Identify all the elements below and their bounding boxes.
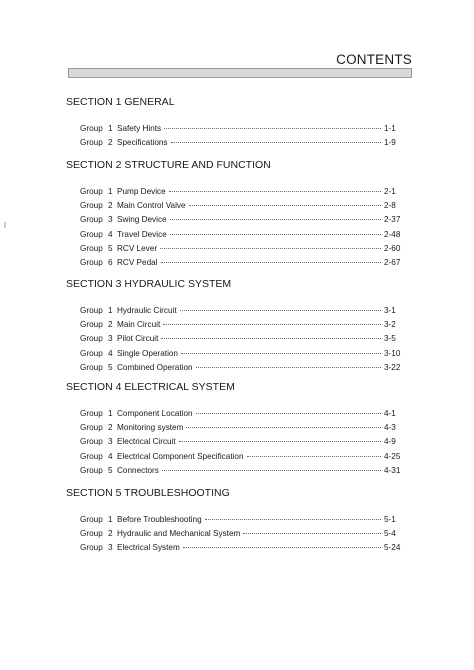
entry-page: 3-1 <box>384 306 396 315</box>
toc-entry[interactable] <box>66 136 406 150</box>
entry-number: 3 <box>108 215 113 225</box>
entry-number: 2 <box>108 423 113 433</box>
entry-page: 1-9 <box>384 138 396 148</box>
entry-number: 3 <box>108 437 113 447</box>
entry-label: Swing Device <box>117 215 167 225</box>
entry-group: Group <box>80 348 103 358</box>
toc-entry[interactable] <box>66 318 406 332</box>
toc-entry[interactable] <box>66 407 406 421</box>
entry-page: 5-4 <box>384 529 396 539</box>
page-title: CONTENTS <box>336 52 412 67</box>
entry-page: 5-24 <box>384 543 401 553</box>
toc-entry[interactable] <box>66 228 406 242</box>
entry-label: Component Location <box>117 409 193 418</box>
toc-entry[interactable] <box>66 464 406 478</box>
entry-number: 2 <box>108 529 113 539</box>
dot-leader <box>247 455 381 457</box>
dot-leader <box>160 247 381 249</box>
entry-page: 3-22 <box>384 362 401 372</box>
entry-label: Main Circuit <box>117 320 161 330</box>
section-heading: SECTION 1 GENERAL <box>66 96 175 108</box>
entry-number: 6 <box>108 257 113 267</box>
entry-page: 2-37 <box>384 215 401 225</box>
dot-leader <box>189 204 381 206</box>
toc-entry[interactable] <box>66 361 406 375</box>
scan-speck <box>4 222 6 228</box>
entry-page: 2-8 <box>384 201 396 211</box>
toc-entry[interactable] <box>66 256 406 270</box>
entry-page: 4-9 <box>384 437 396 447</box>
entry-label: RCV Lever <box>117 243 158 253</box>
dot-leader <box>205 518 381 520</box>
toc-entry[interactable] <box>66 435 406 449</box>
entry-group: Group <box>80 409 103 418</box>
entry-number: 1 <box>108 124 113 133</box>
entry-number: 4 <box>108 348 113 358</box>
toc-entry[interactable] <box>66 242 406 256</box>
entry-group: Group <box>80 437 103 447</box>
entry-number: 1 <box>108 409 113 418</box>
title-underline-bar <box>68 68 412 78</box>
dot-leader <box>180 309 381 311</box>
entry-number: 1 <box>108 306 113 315</box>
entry-label: Monitoring system <box>117 423 184 433</box>
entry-group: Group <box>80 543 103 553</box>
entry-group: Group <box>80 257 103 267</box>
entry-label: RCV Pedal <box>117 257 158 267</box>
entry-label: Safety Hints <box>117 124 162 133</box>
entry-label: Single Operation <box>117 348 178 358</box>
section-2 <box>66 159 406 270</box>
section-heading: SECTION 2 STRUCTURE AND FUNCTION <box>66 159 271 171</box>
entry-page: 4-25 <box>384 451 401 461</box>
toc-entry[interactable] <box>66 332 406 346</box>
dot-leader <box>196 366 381 368</box>
toc-entry[interactable] <box>66 450 406 464</box>
dot-leader <box>161 337 381 339</box>
entry-label: Combined Operation <box>117 362 193 372</box>
entry-label: Main Control Valve <box>117 201 186 211</box>
entry-number: 5 <box>108 465 113 475</box>
entry-label: Electrical Circuit <box>117 437 176 447</box>
entry-number: 1 <box>108 515 113 524</box>
dot-leader <box>170 218 381 220</box>
entry-page: 5-1 <box>384 515 396 524</box>
entry-label: Pilot Circuit <box>117 334 159 344</box>
toc-entry[interactable] <box>66 527 406 541</box>
entry-number: 2 <box>108 201 113 211</box>
toc-entry[interactable] <box>66 185 406 199</box>
dot-leader <box>196 412 381 414</box>
entry-group: Group <box>80 362 103 372</box>
toc-entry[interactable] <box>66 122 406 136</box>
entry-group: Group <box>80 515 103 524</box>
toc-entry[interactable] <box>66 199 406 213</box>
entry-number: 3 <box>108 334 113 344</box>
entry-number: 2 <box>108 320 113 330</box>
entry-page: 3-2 <box>384 320 396 330</box>
entry-page: 3-5 <box>384 334 396 344</box>
entry-number: 5 <box>108 243 113 253</box>
entry-group: Group <box>80 215 103 225</box>
entry-number: 2 <box>108 138 113 148</box>
entry-number: 3 <box>108 543 113 553</box>
entry-page: 3-10 <box>384 348 401 358</box>
section-1 <box>66 96 406 150</box>
toc-entry[interactable] <box>66 347 406 361</box>
toc-entry[interactable] <box>66 304 406 318</box>
section-heading: SECTION 4 ELECTRICAL SYSTEM <box>66 381 235 393</box>
dot-leader <box>170 233 381 235</box>
dot-leader <box>163 323 381 325</box>
entry-group: Group <box>80 306 103 315</box>
dot-leader <box>169 190 381 192</box>
entry-group: Group <box>80 243 103 253</box>
entry-page: 2-67 <box>384 257 401 267</box>
section-heading: SECTION 3 HYDRAULIC SYSTEM <box>66 278 232 290</box>
dot-leader <box>243 532 381 534</box>
entry-label: Specifications <box>117 138 168 148</box>
entry-group: Group <box>80 187 103 196</box>
entry-group: Group <box>80 320 103 330</box>
toc-entry[interactable] <box>66 513 406 527</box>
entry-group: Group <box>80 201 103 211</box>
entry-group: Group <box>80 529 103 539</box>
entry-label: Pump Device <box>117 187 166 196</box>
toc-entry[interactable] <box>66 421 406 435</box>
section-heading: SECTION 5 TROUBLESHOOTING <box>66 487 230 499</box>
entry-group: Group <box>80 334 103 344</box>
entry-number: 5 <box>108 362 113 372</box>
dot-leader <box>171 141 381 143</box>
section-5 <box>66 487 406 556</box>
entry-number: 1 <box>108 187 113 196</box>
dot-leader <box>181 352 381 354</box>
entry-number: 4 <box>108 229 113 239</box>
entry-page: 1-1 <box>384 124 396 133</box>
section-4 <box>66 381 406 478</box>
section-3 <box>66 278 406 375</box>
entry-group: Group <box>80 451 103 461</box>
entry-group: Group <box>80 229 103 239</box>
dot-leader <box>179 440 381 442</box>
entry-page: 4-3 <box>384 423 396 433</box>
entry-label: Hydraulic and Mechanical System <box>117 529 241 539</box>
entry-page: 2-48 <box>384 229 401 239</box>
entry-page: 2-1 <box>384 187 396 196</box>
entry-page: 4-1 <box>384 409 396 418</box>
entry-label: Connectors <box>117 465 159 475</box>
entry-page: 2-60 <box>384 243 401 253</box>
entry-label: Electrical System <box>117 543 180 553</box>
dot-leader <box>162 469 381 471</box>
dot-leader <box>161 261 381 263</box>
entry-label: Travel Device <box>117 229 167 239</box>
entry-group: Group <box>80 138 103 148</box>
entry-number: 4 <box>108 451 113 461</box>
toc-entry[interactable] <box>66 541 406 555</box>
entry-group: Group <box>80 423 103 433</box>
dot-leader <box>183 546 381 548</box>
entry-label: Before Troubleshooting <box>117 515 202 524</box>
entry-label: Hydraulic Circuit <box>117 306 177 315</box>
entry-label: Electrical Component Specification <box>117 451 244 461</box>
entry-page: 4-31 <box>384 465 401 475</box>
entry-group: Group <box>80 124 103 133</box>
dot-leader <box>186 426 381 428</box>
entry-group: Group <box>80 465 103 475</box>
toc-entry[interactable] <box>66 213 406 227</box>
dot-leader <box>164 127 381 129</box>
